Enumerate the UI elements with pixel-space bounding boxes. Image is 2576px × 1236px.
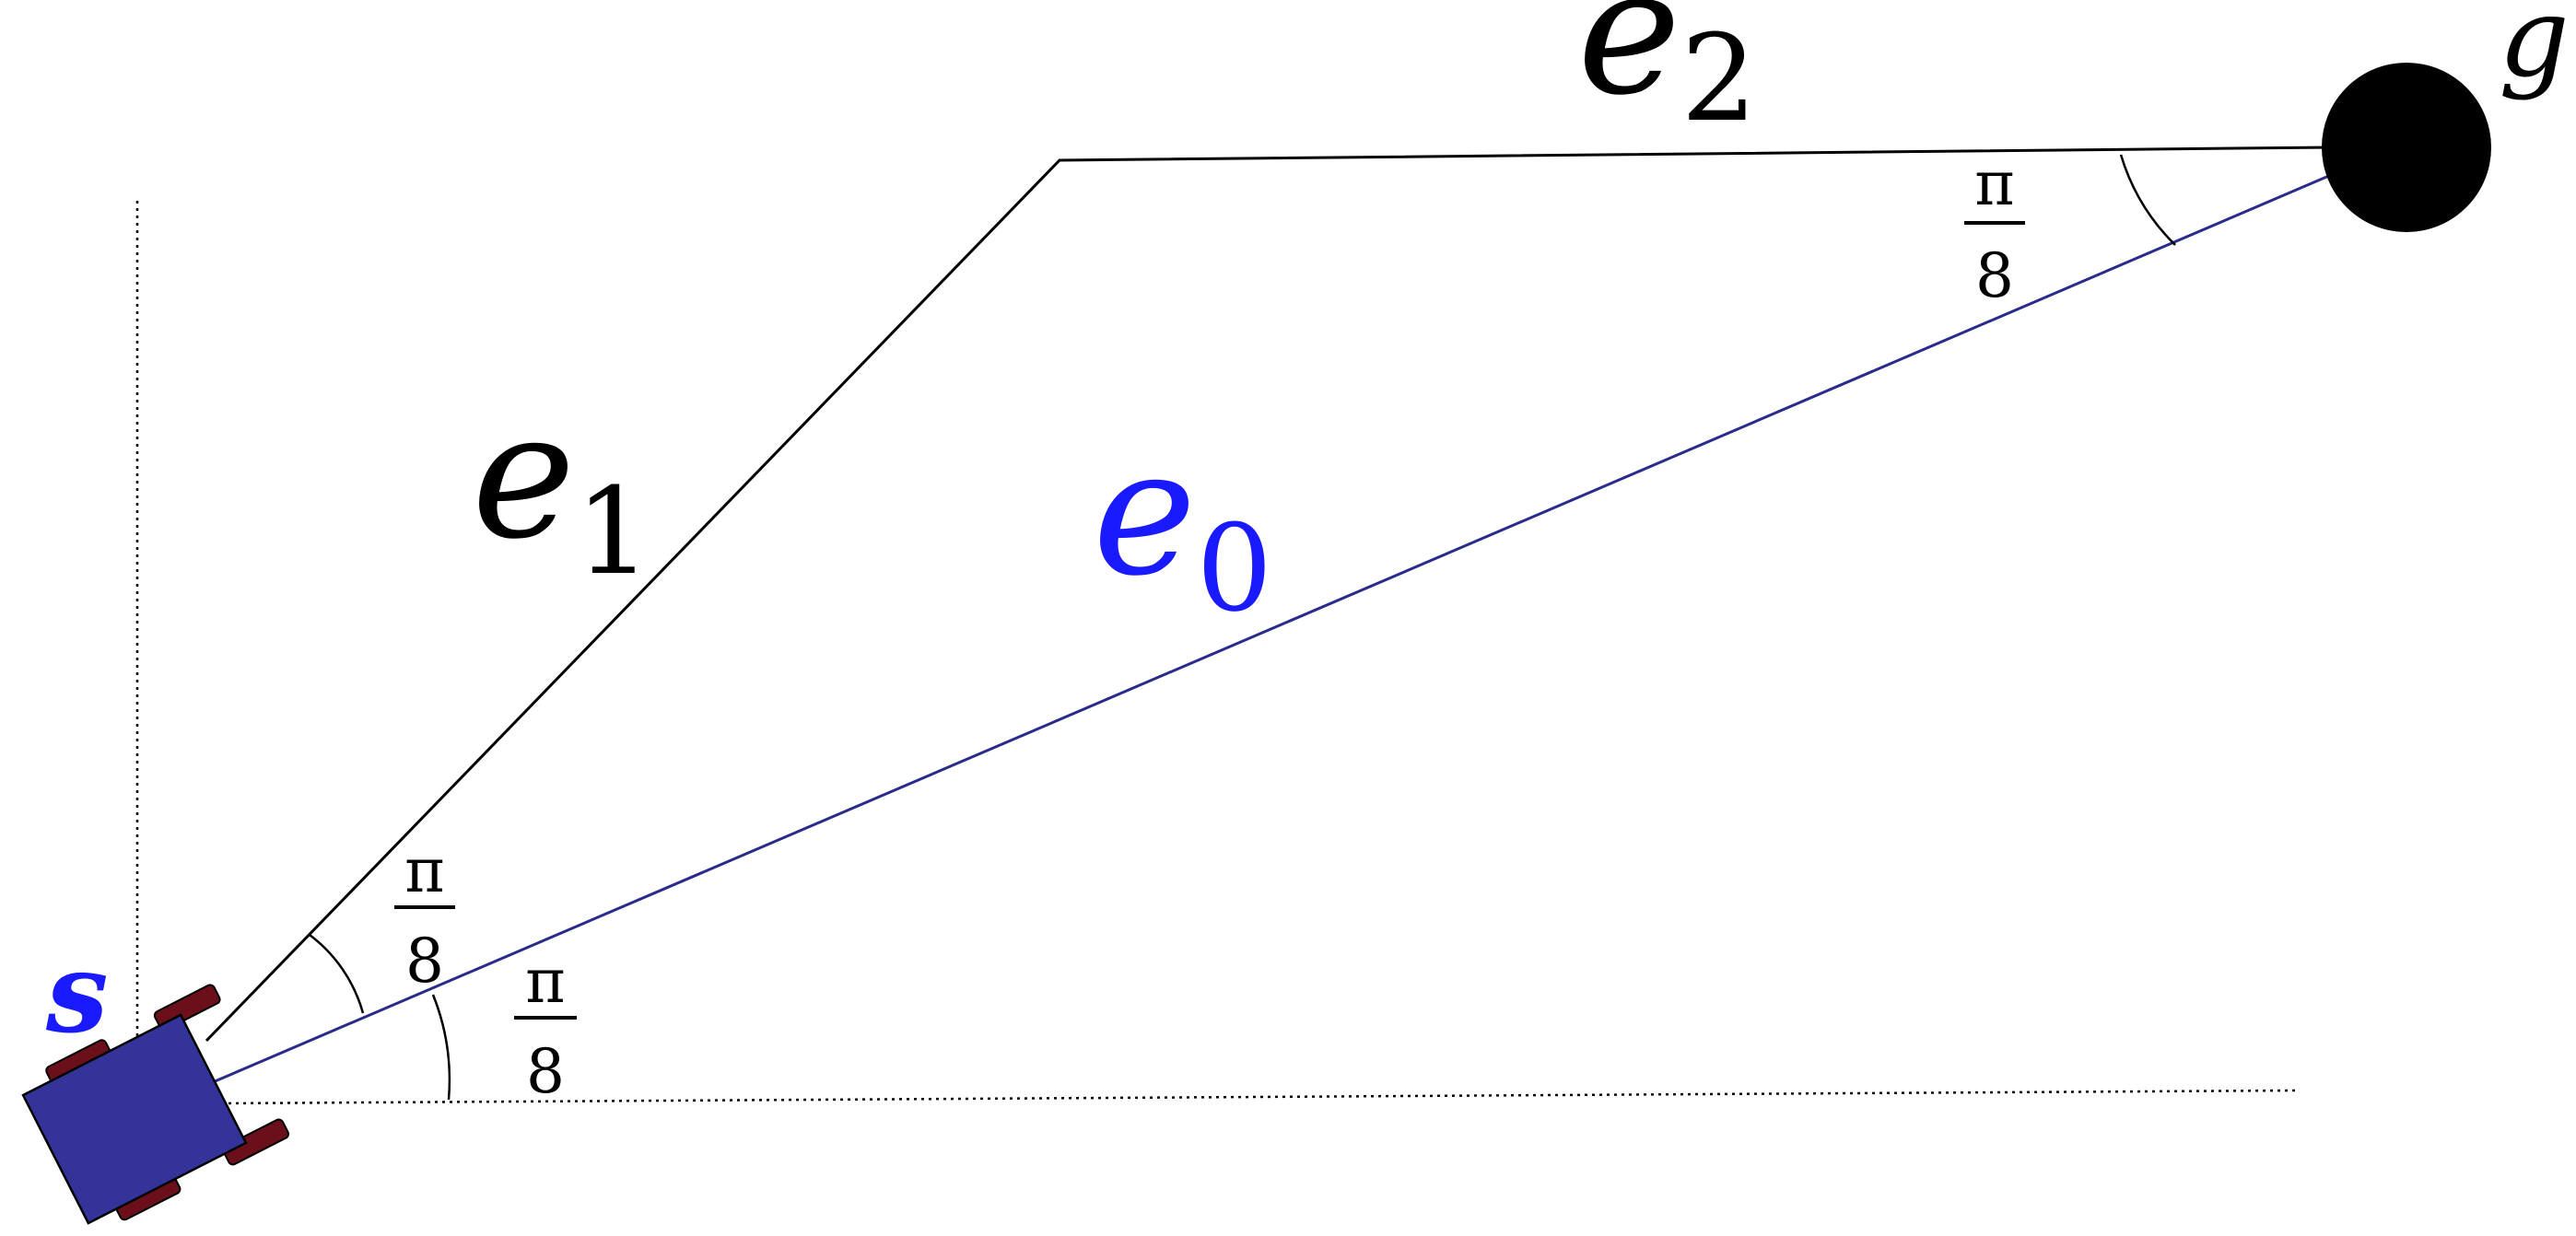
angle-arc-start-upper <box>310 935 363 1013</box>
goal-label: g <box>2499 0 2570 102</box>
angle-numerator: π <box>404 835 445 906</box>
angle-label-start-lower <box>514 946 577 1107</box>
angle-label-goal <box>1964 148 2025 311</box>
edge-e1-name: e <box>472 374 576 577</box>
angle-numerator: π <box>1974 148 2015 219</box>
angle-arc-goal <box>2121 155 2175 245</box>
angle-denominator: 8 <box>526 1036 565 1107</box>
edge-e1-label <box>472 374 651 601</box>
angle-numerator: π <box>525 946 566 1017</box>
angle-arc-start-lower <box>433 995 450 1100</box>
edge-e2-name: e <box>1577 0 1681 134</box>
angle-label-start-upper <box>394 835 455 997</box>
edge-e2-subscript: 2 <box>1680 8 1758 148</box>
edge-e0-subscript: 0 <box>1196 498 1273 638</box>
edge-e0-name: e <box>1093 411 1197 614</box>
edge-e1-subscript: 1 <box>575 461 652 601</box>
start-label: s <box>46 928 109 1058</box>
angle-denominator: 8 <box>1975 240 2014 311</box>
goal-marker-icon <box>2322 63 2491 232</box>
edge-e2-label <box>1577 0 1757 148</box>
angle-denominator: 8 <box>405 926 444 997</box>
edge-e0-label <box>1093 411 1272 638</box>
